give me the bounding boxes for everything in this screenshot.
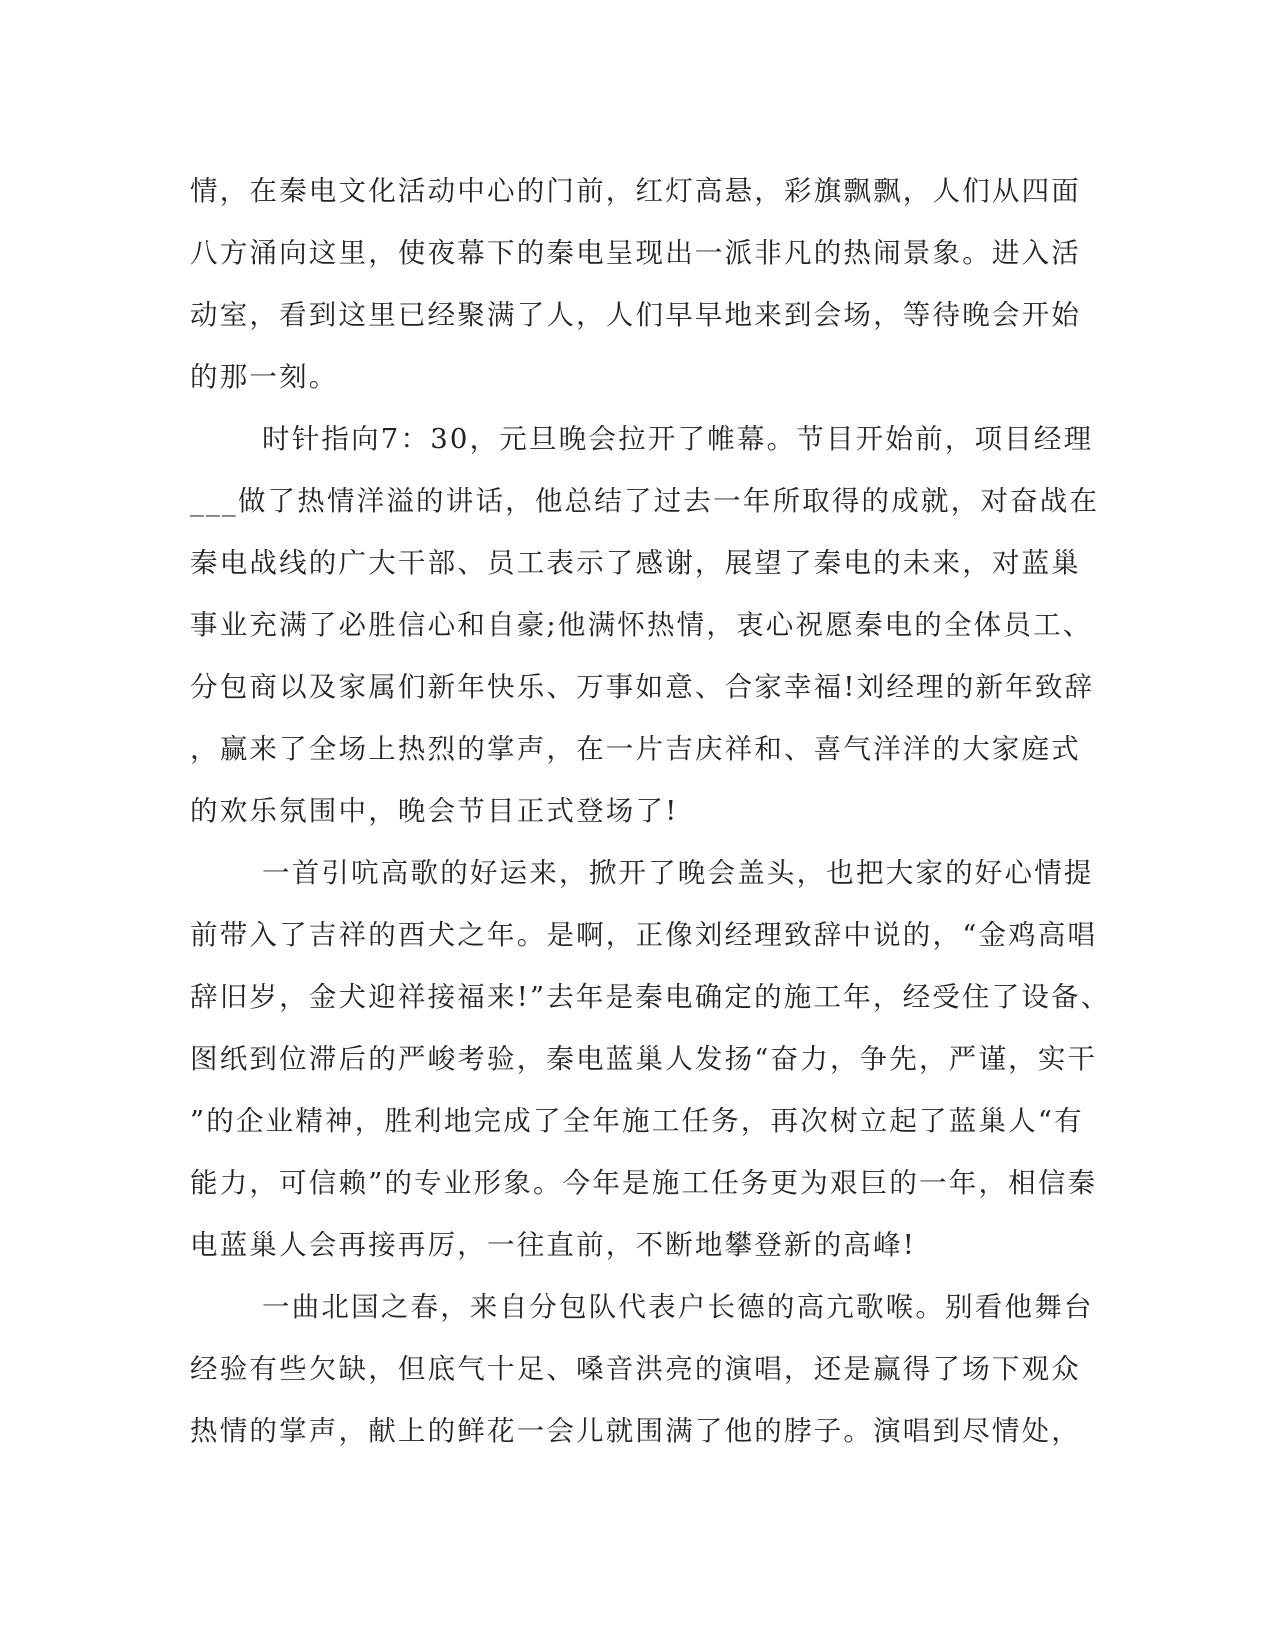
text-line: 热情的掌声，献上的鲜花一会儿就围满了他的脖子。演唱到尽情处， (190, 1415, 1081, 1447)
text-line: ___做了热情洋溢的讲话，他总结了过去一年所取得的成就，对奋战在 (190, 485, 1100, 517)
text-line: 动室，看到这里已经聚满了人，人们早早地来到会场，等待晚会开始 (190, 299, 1081, 331)
body-text (190, 160, 1111, 1462)
text-line: 能力，可信赖”的专业形象。今年是施工任务更为艰巨的一年，相信秦 (190, 1167, 1098, 1199)
text-line: 事业充满了必胜信心和自豪;他满怀热情，衷心祝愿秦电的全体员工、 (190, 609, 1093, 641)
paragraph-first-line: 一曲北国之春，来自分包队代表户长德的高亢歌喉。别看他舞台 (262, 1291, 1094, 1323)
text-line: 秦电战线的广大干部、员工表示了感谢，展望了秦电的未来，对蓝巢 (190, 547, 1081, 579)
text-line: 的那一刻。 (190, 361, 339, 393)
text-line: 图纸到位滞后的严峻考验，秦电蓝巢人发扬“奋力，争先，严谨，实干 (190, 1043, 1098, 1075)
text-line: 经验有些欠缺，但底气十足、嗓音洪亮的演唱，还是赢得了场下观众 (190, 1353, 1081, 1385)
text-line: 情，在秦电文化活动中心的门前，红灯高悬，彩旗飘飘，人们从四面 (190, 175, 1081, 207)
paragraph-first-line: 一首引吭高歌的好运来，掀开了晚会盖头，也把大家的好心情提 (262, 857, 1094, 889)
text-line: 八方涌向这里，使夜幕下的秦电呈现出一派非凡的热闹景象。进入活 (190, 237, 1081, 269)
text-line: ”的企业精神，胜利地完成了全年施工任务，再次树立起了蓝巢人“有 (190, 1105, 1084, 1137)
text-line: 分包商以及家属们新年快乐、万事如意、合家幸福!刘经理的新年致辞 (190, 671, 1095, 703)
paragraph-first-line: 时针指向7：30，元旦晚会拉开了帷幕。节目开始前，项目经理 (262, 423, 1094, 455)
text-line: 的欢乐氛围中，晚会节目正式登场了! (190, 795, 679, 827)
text-line: 电蓝巢人会再接再厉，一往直前，不断地攀登新的高峰! (190, 1229, 917, 1261)
text-line: ，赢来了全场上热烈的掌声，在一片吉庆祥和、喜气洋洋的大家庭式 (190, 733, 1081, 765)
text-line: 辞旧岁，金犬迎祥接福来!”去年是秦电确定的施工年，经受住了设备、 (190, 981, 1111, 1013)
text-line: 前带入了吉祥的酉犬之年。是啊，正像刘经理致辞中说的，“金鸡高唱 (190, 919, 1098, 951)
